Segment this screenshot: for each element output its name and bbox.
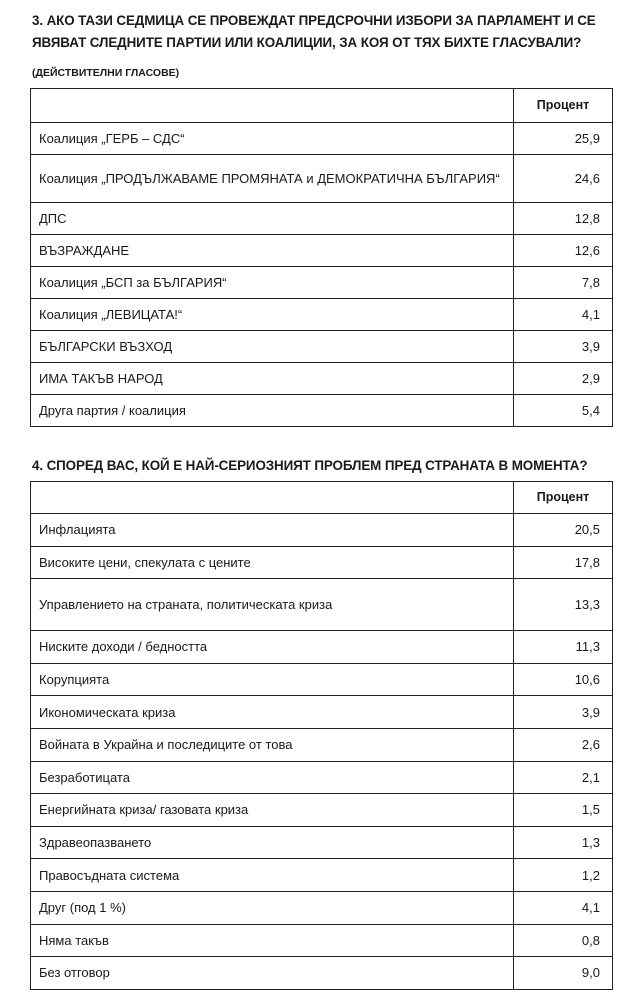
q3-title: 3. АКО ТАЗИ СЕДМИЦА СЕ ПРОВЕЖДАТ ПРЕДСРОЧНИ ИЗБОРИ ЗА ПАРЛАМЕНТ И СЕ ЯВЯВАТ СЛЕДНИТЕ ПАРТИИ ИЛИ КОАЛИЦИИ, ЗА КОЯ ОТ ТЯХ БИХТЕ ГЛАСУВАЛИ? <box>32 13 596 50</box>
table-row <box>31 363 613 395</box>
row-label: Войната в Украйна и последиците от това <box>31 728 514 761</box>
row-label: Корупцията <box>31 663 514 696</box>
row-value: 2,6 <box>514 728 613 761</box>
table-row <box>31 891 613 924</box>
row-label: ИМА ТАКЪВ НАРОД <box>31 363 514 395</box>
table-row <box>31 123 613 155</box>
table-row <box>31 155 613 203</box>
table-row <box>31 546 613 579</box>
q4-header-row <box>31 482 613 514</box>
table-row <box>31 663 613 696</box>
row-value: 11,3 <box>514 631 613 664</box>
row-label: Енергийната криза/ газовата криза <box>31 794 514 827</box>
table-row <box>31 331 613 363</box>
q4-table <box>30 481 613 990</box>
q3-header-row <box>31 89 613 123</box>
row-label: Коалиция „БСП за БЪЛГАРИЯ“ <box>31 267 514 299</box>
q4-title: 4. СПОРЕД ВАС, КОЙ Е НАЙ-СЕРИОЗНИЯТ ПРОБЛЕМ ПРЕД СТРАНАТА В МОМЕНТА? <box>32 458 588 473</box>
row-label: Инфлацията <box>31 514 514 547</box>
table-row <box>31 267 613 299</box>
table-row <box>31 826 613 859</box>
row-value: 13,3 <box>514 579 613 631</box>
row-value: 24,6 <box>514 155 613 203</box>
row-value: 9,0 <box>514 957 613 990</box>
row-value: 7,8 <box>514 267 613 299</box>
row-value: 2,1 <box>514 761 613 794</box>
row-value: 12,6 <box>514 235 613 267</box>
row-label: Високите цени, спекулата с цените <box>31 546 514 579</box>
row-value: 1,2 <box>514 859 613 892</box>
q3-header-value: Процент <box>514 89 613 123</box>
table-row <box>31 859 613 892</box>
table-row <box>31 794 613 827</box>
row-label: Безработицата <box>31 761 514 794</box>
row-value: 2,9 <box>514 363 613 395</box>
row-value: 0,8 <box>514 924 613 957</box>
row-value: 1,5 <box>514 794 613 827</box>
table-row <box>31 395 613 427</box>
row-label: Здравеопазването <box>31 826 514 859</box>
table-row <box>31 299 613 331</box>
table-row <box>31 924 613 957</box>
row-label: Коалиция „ЛЕВИЦАТА!“ <box>31 299 514 331</box>
row-value: 5,4 <box>514 395 613 427</box>
table-row <box>31 235 613 267</box>
table-row <box>31 579 613 631</box>
row-value: 25,9 <box>514 123 613 155</box>
row-value: 1,3 <box>514 826 613 859</box>
row-value: 4,1 <box>514 299 613 331</box>
table-row <box>31 203 613 235</box>
row-label: Коалиция „ПРОДЪЛЖАВАМЕ ПРОМЯНАТА и ДЕМОКРАТИЧНА БЪЛГАРИЯ“ <box>31 155 514 203</box>
q3-header-label <box>31 89 514 123</box>
table-row <box>31 728 613 761</box>
table-row <box>31 696 613 729</box>
row-label: БЪЛГАРСКИ ВЪЗХОД <box>31 331 514 363</box>
table-row <box>31 957 613 990</box>
row-label: Друг (под 1 %) <box>31 891 514 924</box>
row-value: 12,8 <box>514 203 613 235</box>
table-row <box>31 761 613 794</box>
row-value: 17,8 <box>514 546 613 579</box>
row-label: Друга партия / коалиция <box>31 395 514 427</box>
row-label: Управлението на страната, политическата криза <box>31 579 514 631</box>
row-value: 20,5 <box>514 514 613 547</box>
table-row <box>31 514 613 547</box>
q4-header-value: Процент <box>514 482 613 514</box>
row-label: Няма такъв <box>31 924 514 957</box>
row-label: ДПС <box>31 203 514 235</box>
row-value: 4,1 <box>514 891 613 924</box>
row-label: Ниските доходи / бедността <box>31 631 514 664</box>
table-row <box>31 631 613 664</box>
row-label: Без отговор <box>31 957 514 990</box>
row-label: Правосъдната система <box>31 859 514 892</box>
q3-table <box>30 88 613 427</box>
row-value: 3,9 <box>514 696 613 729</box>
row-value: 3,9 <box>514 331 613 363</box>
row-label: Икономическата криза <box>31 696 514 729</box>
row-label: ВЪЗРАЖДАНЕ <box>31 235 514 267</box>
row-value: 10,6 <box>514 663 613 696</box>
q4-header-label <box>31 482 514 514</box>
row-label: Коалиция „ГЕРБ – СДС“ <box>31 123 514 155</box>
q3-note: (ДЕЙСТВИТЕЛНИ ГЛАСОВЕ) <box>32 67 180 79</box>
